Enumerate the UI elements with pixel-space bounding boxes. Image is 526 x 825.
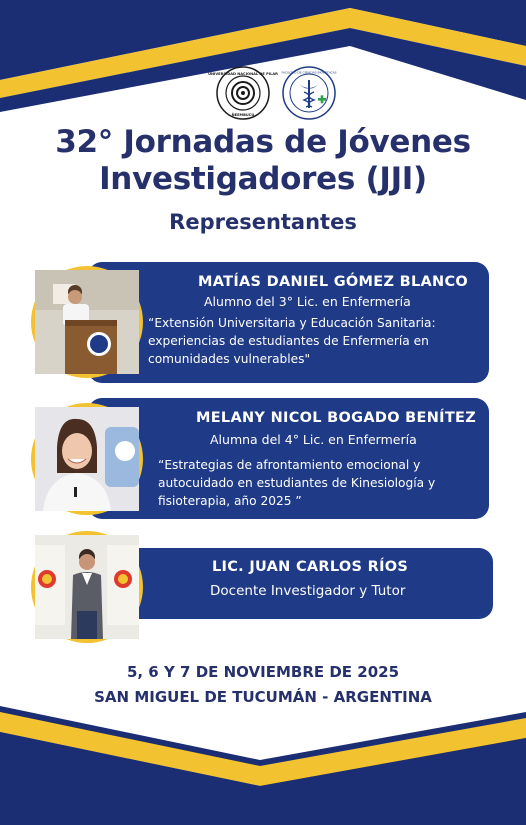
logo-row [0,66,526,122]
student-photo [35,407,139,511]
project-line: “Extensión Universitaria y Educación Sanitaria: [148,316,436,330]
project-line: experiencias de estudiantes de Enfermería en [148,334,429,348]
project-line: fisioterapia, año 2025 ” [158,494,302,508]
university-seal-bottom-text: ÑEEMBUCÚ [231,113,255,117]
event-dates: 5, 6 Y 7 DE NOVIEMBRE DE 2025 [126,663,400,681]
title-line-1: 32° Jornadas de Jóvenes [55,124,471,160]
page-subtitle: Representantes [169,210,357,234]
speaker-photo [35,270,139,374]
faculty-seal-text: FACULTAD DE CIENCIAS BIOMÉDICAS [281,70,337,75]
representative-project [158,456,478,510]
representative-photo-3 [31,531,143,643]
university-seal-icon [208,66,278,120]
project-line: comunidades vulnerables" [148,352,311,366]
representative-name: MATÍAS DANIEL GÓMEZ BLANCO [198,274,469,290]
university-seal-text: UNIVERSIDAD NACIONAL DE PILAR [208,72,278,76]
nursing-caduceus-icon [282,66,336,120]
project-line: “Estrategias de afrontamiento emocional y [158,458,421,472]
representative-card-2 [88,398,489,519]
tutor-photo [35,535,139,639]
representative-role: Docente Investigador y Tutor [210,583,406,599]
representative-card-3 [88,548,493,619]
representative-name: MELANY NICOL BOGADO BENÍTEZ [196,410,477,426]
representative-project [148,314,478,368]
representative-role: Alumna del 4° Lic. en Enfermería [210,432,417,447]
page-title [0,124,526,198]
representative-role: Alumno del 3° Lic. en Enfermería [204,294,411,309]
event-location: SAN MIGUEL DE TUCUMÁN - ARGENTINA [94,688,432,706]
representative-photo-1 [31,266,143,378]
title-line-2: Investigadores (JJI) [99,161,427,197]
representative-name: LIC. JUAN CARLOS RÍOS [212,559,409,575]
representative-photo-2 [31,403,143,515]
project-line: autocuidado en estudiantes de Kinesiología y [158,476,436,490]
representative-card-1 [88,262,489,383]
